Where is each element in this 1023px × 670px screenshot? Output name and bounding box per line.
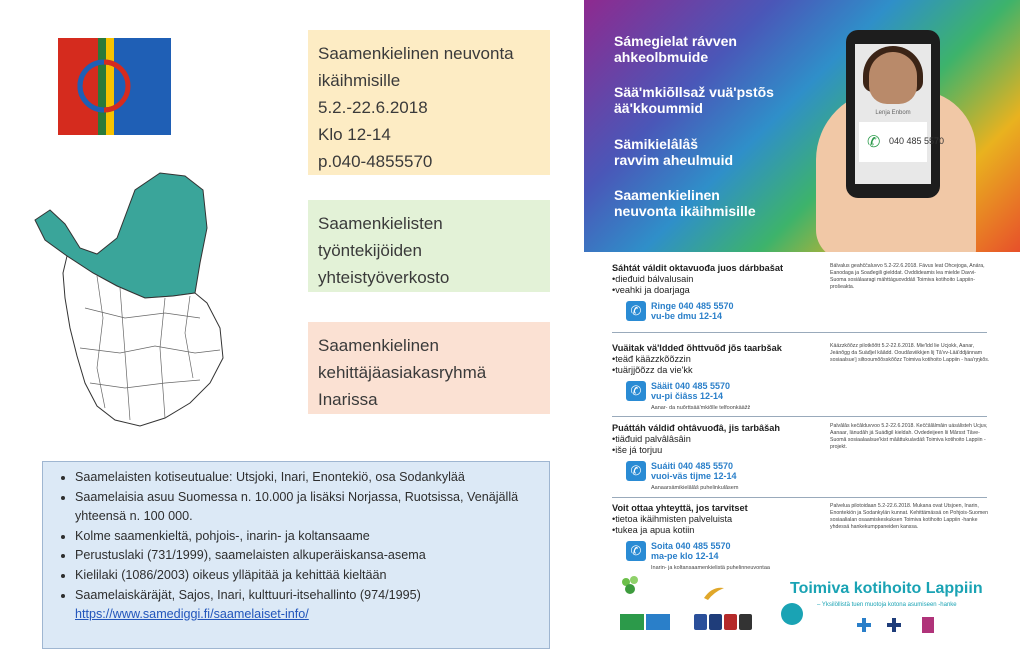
facts-panel — [42, 461, 550, 649]
box2-line: yhteistyöverkosto — [318, 268, 450, 287]
phone-icon: ✆ — [626, 301, 646, 321]
divider — [612, 332, 987, 333]
leaf-logo — [618, 574, 644, 598]
phone-icon: ✆ — [867, 134, 881, 151]
municipality-crests — [694, 614, 754, 630]
project-subtitle: – Yksilöllistä tuen muotoja kotona asumiseen -hanke — [817, 602, 957, 608]
poster-section-inari-sami — [612, 423, 992, 495]
box3-line: Inarissa — [318, 390, 378, 409]
network-box — [308, 200, 550, 292]
poster-banner — [584, 0, 1020, 252]
fact-item: • Saamelaisten kotiseutualue: Utsjoki, Inari, Enontekiö, osa Sodankylää — [75, 468, 541, 488]
phone-icon: ✆ — [626, 381, 646, 401]
section-heading: Sáhtát váldit oktavuođa juos dárbbašat — [612, 263, 784, 273]
poster-section-north-sami — [612, 263, 992, 325]
cross-icon — [857, 618, 871, 632]
call-box — [859, 122, 945, 162]
call-note: Aanar- da nuõrttsää'mkiõlle telfoonkääžž — [651, 405, 751, 411]
divider — [612, 416, 987, 417]
phone-icon: ✆ — [626, 541, 646, 561]
fact-item: • Perustuslaki (731/1999), saamelaisten alkuperäiskansa-asema — [75, 546, 541, 566]
phone-screen — [855, 44, 945, 184]
language-advice-box — [308, 30, 550, 175]
lapland-map-image — [25, 168, 235, 433]
call-text: Ringe 040 485 5570 vu-be dmu 12-14 — [651, 301, 734, 321]
call-text: Suáiti 040 485 5570 vuoi-väs tijme 12-14 — [651, 461, 737, 481]
phone-image — [846, 30, 945, 198]
caller-face — [869, 52, 917, 104]
call-note: Aanaarsämikielâlâš puhelinkulâsem — [651, 485, 739, 491]
project-emblem — [780, 602, 804, 626]
poster-section-skolt-sami — [612, 343, 992, 413]
fact-item: • Kolme saamenkieltä, pohjois-, inarin- ja koltansaame — [75, 527, 541, 547]
cross-icon — [887, 618, 901, 632]
poster-section-finnish — [612, 503, 992, 573]
phone-icon: ✆ — [626, 461, 646, 481]
section-bullet: •iše já torjuu — [612, 445, 663, 455]
section-bullet: •dieđuid bálvalusain — [612, 274, 694, 284]
fact-item: • Kielilaki (1086/2003) oikeus ylläpitää ja kehittää kieltään — [75, 566, 541, 586]
project-title: Toimiva kotihoito Lappiin — [790, 580, 983, 597]
phone-number: 040 485 5570 — [889, 136, 945, 146]
banner-line: Saamenkielinen neuvonta ikäihmisille — [614, 187, 756, 219]
section-description: Kääzzkõõzz pilotkõõtt 5.2-22.6.2018. Mie'ldd lie Ucjokk, Aanar, Jeänõgg da Suäđjel kââdd. Ooudâsviikkjen lij Tâ'vv-Lää'ddjännam sosiaalsue'j siltooumõõsskõõzz Toimiva kotihoito Lappiin - haa'ŋŋkõs. — [830, 343, 990, 363]
banner-line: Sámegielat rávven ahkeolbmuide — [614, 33, 737, 65]
banner-line: Sämikielâlâš ravvim aheulmuid — [614, 136, 734, 168]
box2-line: Saamenkielisten — [318, 214, 443, 233]
box1-line: 5.2.-22.6.2018 — [318, 98, 428, 117]
section-bullet: •veahki ja doarjaga — [612, 285, 690, 295]
box1-line: p.040-4855570 — [318, 152, 433, 171]
box3-line: kehittäjäasiakasryhmä — [318, 363, 487, 382]
box1-line: Saamenkielinen neuvonta — [318, 44, 514, 63]
section-heading: Vuäitak vä'lddeđ õhttvuõđ jõs taarbšak — [612, 343, 782, 353]
partner-logo — [922, 617, 934, 633]
call-text: Sääit 040 485 5570 vu-pi čiâss 12-14 — [651, 381, 731, 401]
facts-list — [57, 468, 541, 625]
section-bullet: •tuärjjõõzz da vie'kk — [612, 365, 693, 375]
section-description: Palvâlâs kečâlduvvoo 5.2-22.6.2018. Keččâlâlmâin uásálisteh Ucjuv, Aanaar, Iänudâh já Suáđigil kieldah. Ovdedeijeen lii Mârsst Tâve-Suomâ sosiaalaalsue'kist mââttukuávdáš Toimiva kotihoito Lappiin - projekt. — [830, 423, 988, 450]
box2-line: työntekijöiden — [318, 241, 422, 260]
box3-line: Saamenkielinen — [318, 336, 439, 355]
section-description: Palvelua pilotoidaan 5.2-22.6.2018. Mukana ovat Utsjoen, Inarin, Enontekiön ja Sodankylän kunnat. Kehittämässä on Pohjois-Suomen sosiaalialan osaamiskeskuksen Toimiva kotihoito Lappiin -hanke yhdessä hankekumppaneiden kanssa. — [830, 503, 989, 530]
call-text: Soita 040 485 5570 ma-pe klo 12-14 — [651, 541, 731, 561]
section-bullet: •tukea ja apua kotiin — [612, 525, 695, 535]
samediggi-link[interactable]: https://www.samediggi.fi/saamelaiset-info/ — [75, 607, 309, 622]
fact-item: • Saamelaisia asuu Suomessa n. 10.000 ja lisäksi Norjassa, Ruotsissa, Venäjällä yhteensä n. 100 000. — [75, 488, 541, 527]
section-bullet: •teäđ kääzzkõõzzin — [612, 354, 691, 364]
sami-flag-image — [58, 38, 171, 135]
section-heading: Voit ottaa yhteyttä, jos tarvitset — [612, 503, 748, 513]
divider — [612, 497, 987, 498]
section-heading: Puáttáh váldiđ ohtâvuođâ, jis tarbâšah — [612, 423, 780, 433]
call-note: Inarin- ja koltansaamenkielistä puhelinneuvontaa — [651, 565, 770, 571]
box1-line: ikäihmisille — [318, 71, 401, 90]
caller-name: Lenja Enbom — [875, 110, 911, 116]
swoosh-logo — [702, 584, 726, 602]
banner-line: Sää'mkiõllsaž vuä'pstõs ää'kkoummid — [614, 84, 774, 116]
eu-fund-logo — [620, 614, 670, 630]
customer-group-box — [308, 322, 550, 414]
poster-footer — [612, 572, 992, 642]
section-bullet: •tiäđuid palvâlâsâin — [612, 434, 691, 444]
box1-line: Klo 12-14 — [318, 125, 391, 144]
section-bullet: •tietoa ikäihmisten palveluista — [612, 514, 733, 524]
fact-item: • Saamelaiskäräjät, Sajos, Inari, kulttuuri-itsehallinto (974/1995) https://www.samediggi.fi/saamelaiset-info/ — [75, 586, 541, 625]
section-description: Bálvalus geahččaluvvo 5.2-22.6.2018. Fávus leat Ohcejoga, Anára, Eanodaga ja Soađegili gielddat. Ovddideamis lea mielde Davvi-Suoma sosiálaaragi máhttáguovddáš Toimiva kotihoito Lappiin- prošeakta. — [830, 263, 985, 290]
